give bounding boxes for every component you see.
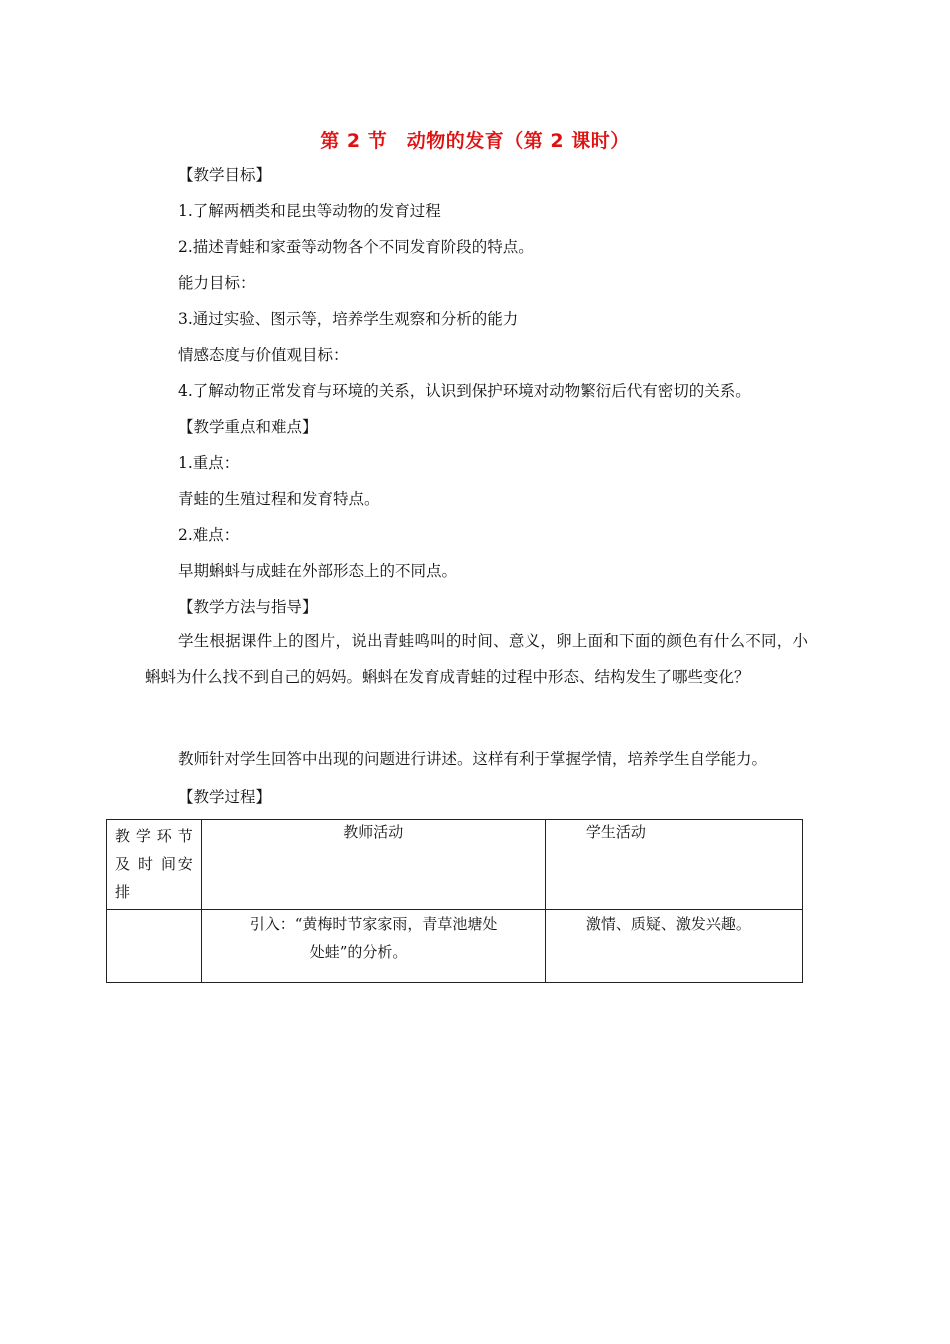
method-heading: 【教学方法与指导】 xyxy=(178,598,318,616)
student-activity-text: 激情、质疑、激发兴趣。 xyxy=(585,915,751,933)
method-paragraph-2: 教师针对学生回答中出现的问题进行讲述。这样有利于掌握学情，培养学生自学能力。 xyxy=(178,750,768,768)
objective-4: 4.了解动物正常发育与环境的关系，认识到保护环境对动物繁衍后代有密切的关系。 xyxy=(178,382,751,400)
student-header-cell xyxy=(545,820,802,910)
teaching-process-table xyxy=(106,819,803,983)
student-activity-header: 学生活动 xyxy=(585,823,646,841)
key-label: 1.重点： xyxy=(178,454,240,472)
page-title: 第 2 节 动物的发育（第 2 课时） xyxy=(320,130,630,152)
stage-header: 教 学 环 节 及 时 间安排 xyxy=(115,827,193,901)
objectives-heading: 【教学目标】 xyxy=(178,166,272,184)
objective-3: 3.通过实验、图示等，培养学生观察和分析的能力 xyxy=(178,310,519,328)
keypoints-heading: 【教学重点和难点】 xyxy=(178,418,318,436)
table-row xyxy=(107,910,803,983)
teacher-activity-line-2: 处蛙”的分析。 xyxy=(309,943,408,961)
emotion-heading: 情感态度与价值观目标： xyxy=(178,346,349,364)
objective-1: 1.了解两栖类和昆虫等动物的发育过程 xyxy=(178,202,441,220)
difficulty-text: 早期蝌蚪与成蛙在外部形态上的不同点。 xyxy=(178,562,458,580)
objective-2: 2.描述青蛙和家蚕等动物各个不同发育阶段的特点。 xyxy=(178,238,534,256)
teacher-activity-cell xyxy=(201,910,545,983)
stage-cell xyxy=(107,910,202,983)
teacher-activity-line-1: 引入：“黄梅时节家家雨，青草池塘处 xyxy=(249,915,498,933)
student-activity-cell xyxy=(545,910,802,983)
difficulty-label: 2.难点： xyxy=(178,526,240,544)
teacher-header-cell xyxy=(201,820,545,910)
teacher-activity-header: 教师活动 xyxy=(343,823,404,841)
ability-heading: 能力目标： xyxy=(178,274,256,292)
process-heading: 【教学过程】 xyxy=(178,788,272,806)
table-header-row xyxy=(107,820,803,910)
teacher-activity-text xyxy=(202,910,545,966)
stage-header-cell xyxy=(107,820,202,910)
method-paragraph-1: 学生根据课件上的图片，说出青蛙鸣叫的时间、意义，卵上面和下面的颜色有什么不同，小蝌蚪为什么找不到自己的妈妈。蝌蚪在发育成青蛙的过程中形态、结构发生了哪些变化？ xyxy=(145,632,808,686)
key-text: 青蛙的生殖过程和发育特点。 xyxy=(178,490,380,508)
